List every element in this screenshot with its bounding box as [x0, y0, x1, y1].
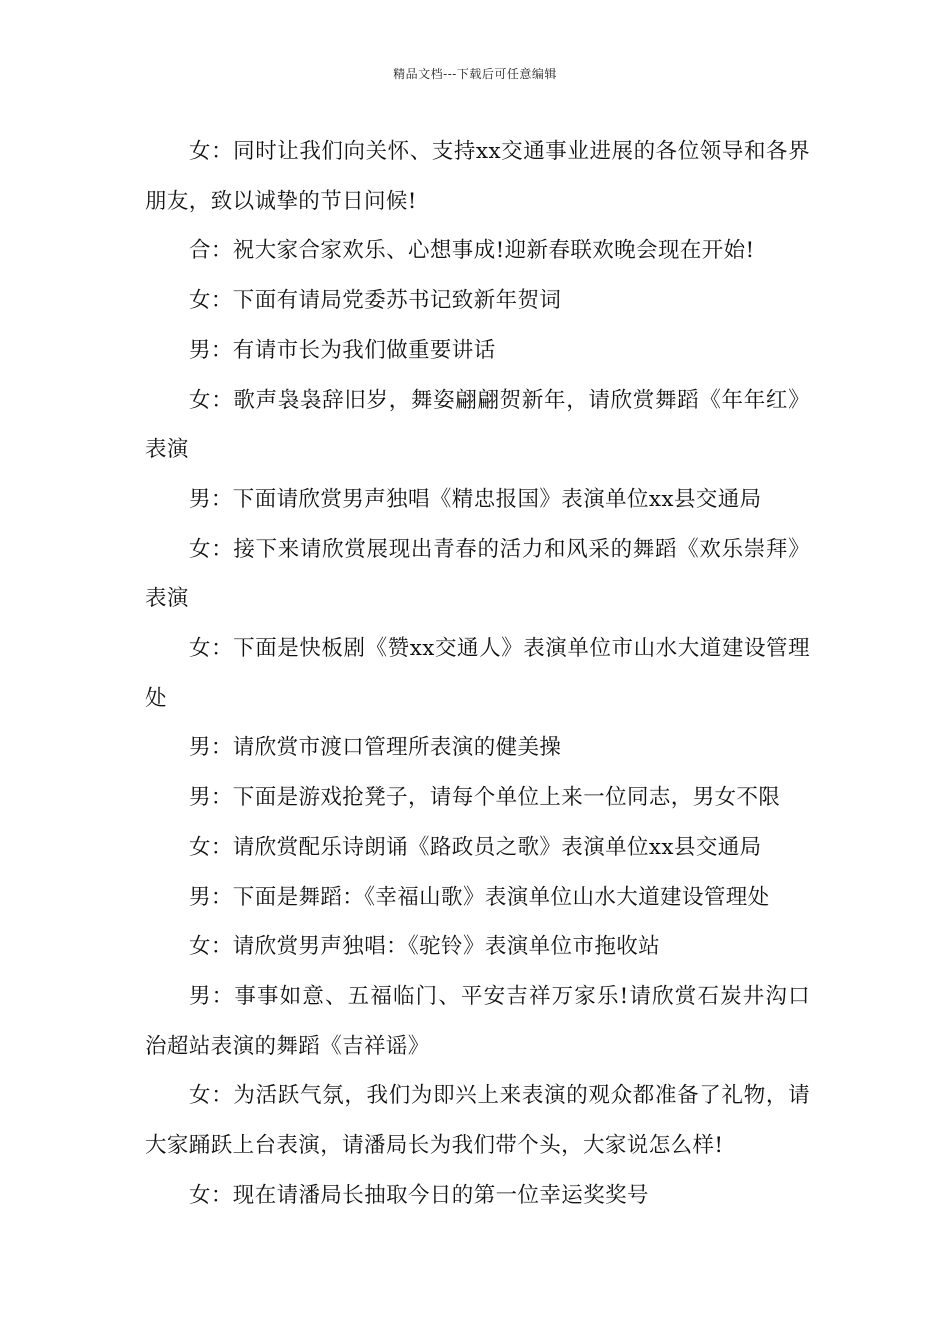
- paragraph: 男：有请市长为我们做重要讲话: [189, 337, 496, 363]
- paragraph: 女：歌声袅袅辞旧岁，舞姿翩翩贺新年，请欣赏舞蹈《年年红》表演: [145, 387, 810, 463]
- paragraph: 男：下面是舞蹈：《幸福山歌》表演单位山水大道建设管理处: [189, 884, 770, 910]
- paragraph: 女：现在请潘局长抽取今日的第一位幸运奖奖号: [189, 1182, 649, 1208]
- page-header: 精品文档---下载后可任意编辑: [393, 67, 557, 81]
- paragraph: 女：同时让我们向关怀、支持xx交通事业进展的各位领导和各界朋友，致以诚挚的节日问候!: [145, 139, 810, 214]
- paragraph: 女：请欣赏配乐诗朗诵《路政员之歌》表演单位xx县交通局: [189, 834, 762, 860]
- paragraph: 合：祝大家合家欢乐、心想事成!迎新春联欢晚会现在开始!: [189, 238, 755, 264]
- document-body: [145, 127, 810, 1220]
- paragraph: 女：请欣赏男声独唱：《驼铃》表演单位市拖收站: [189, 934, 661, 960]
- paragraph: 男：下面是游戏抢凳子，请每个单位上来一位同志，男女不限: [189, 785, 781, 811]
- paragraph: 男：下面请欣赏男声独唱《精忠报国》表演单位xx县交通局: [189, 486, 762, 512]
- paragraph: 女：下面是快板剧《赞xx交通人》表演单位市山水大道建设管理处: [145, 636, 810, 711]
- paragraph: 男：事事如意、五福临门、平安吉祥万家乐!请欣赏石炭井沟口治超站表演的舞蹈《吉祥谣》: [145, 983, 810, 1059]
- paragraph: 女：下面有请局党委苏书记致新年贺词: [189, 288, 562, 314]
- paragraph: 女：接下来请欣赏展现出青春的活力和风采的舞蹈《欢乐崇拜》表演: [145, 536, 810, 612]
- paragraph: 女：为活跃气氛，我们为即兴上来表演的观众都准备了礼物，请大家踊跃上台表演，请潘局长为我们带个头，大家说怎么样!: [145, 1083, 810, 1159]
- paragraph: 男：请欣赏市渡口管理所表演的健美操: [189, 735, 562, 761]
